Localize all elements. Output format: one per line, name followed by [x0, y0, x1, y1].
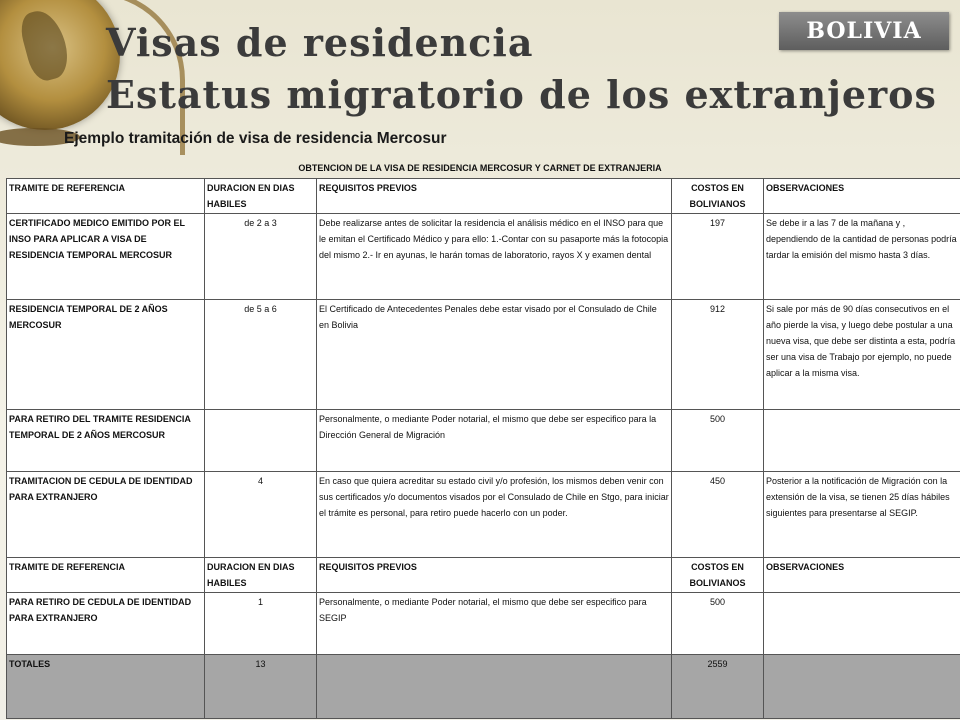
cell-requisitos: Personalmente, o mediante Poder notarial, el mismo que debe ser especifico para la Dirección General de Migración [317, 410, 672, 472]
header-observaciones: OBSERVACIONES [764, 179, 960, 214]
header-tramite: TRAMITE DE REFERENCIA [7, 179, 205, 214]
totals-duracion: 13 [205, 655, 317, 719]
header-requisitos: REQUISITOS PREVIOS [317, 558, 672, 593]
header-observaciones: OBSERVACIONES [764, 558, 960, 593]
cell-costo: 500 [672, 410, 764, 472]
totals-observaciones [764, 655, 960, 719]
cell-requisitos: Debe realizarse antes de solicitar la residencia el análisis médico en el INSO para que le emitan el Certificado Médico y para ello: 1.-Contar con su pasaporte más la fotocopia del mismo 2.- Ir en ayunas, le harán tomas de laboratorio, rayos X y examen dental [317, 214, 672, 300]
cell-requisitos: Personalmente, o mediante Poder notarial, el mismo que debe ser especifico para SEGIP [317, 593, 672, 655]
header-requisitos: REQUISITOS PREVIOS [317, 179, 672, 214]
cell-costo: 912 [672, 300, 764, 410]
header-tramite: TRAMITE DE REFERENCIA [7, 558, 205, 593]
slide-subtitle: Ejemplo tramitación de visa de residencia Mercosur [64, 130, 447, 147]
table-header-row-repeat [7, 558, 960, 593]
cell-requisitos: El Certificado de Antecedentes Penales debe estar visado por el Consulado de Chile en Bolivia [317, 300, 672, 410]
totals-requisitos [317, 655, 672, 719]
header-costo: COSTOS EN BOLIVIANOS [672, 558, 764, 593]
slide-title-line2: Estatus migratorio de los extranjeros [106, 72, 937, 117]
header-duracion: DURACION EN DIAS HABILES [205, 558, 317, 593]
table-caption: OBTENCION DE LA VISA DE RESIDENCIA MERCOSUR Y CARNET DE EXTRANJERIA [298, 163, 662, 173]
cell-tramite: TRAMITACION DE CEDULA DE IDENTIDAD PARA EXTRANJERO [7, 472, 205, 558]
cell-duracion [205, 410, 317, 472]
cell-tramite: CERTIFICADO MEDICO EMITIDO POR EL INSO PARA APLICAR A VISA DE RESIDENCIA TEMPORAL MERCOSUR [7, 214, 205, 300]
cell-observaciones: Posterior a la notificación de Migración con la extensión de la visa, se tienen 25 días hábiles siguientes para presentarse al SEGIP. [764, 472, 960, 558]
header-duracion: DURACION EN DIAS HABILES [205, 179, 317, 214]
slide-title-line1: Visas de residencia [106, 20, 534, 65]
cell-costo: 450 [672, 472, 764, 558]
cell-duracion: de 5 a 6 [205, 300, 317, 410]
table-row [7, 472, 960, 558]
header-costo: COSTOS EN BOLIVIANOS [672, 179, 764, 214]
cell-duracion: de 2 a 3 [205, 214, 317, 300]
cell-tramite: RESIDENCIA TEMPORAL DE 2 AÑOS MERCOSUR [7, 300, 205, 410]
procedures-table [6, 178, 960, 719]
country-badge: BOLIVIA [779, 12, 949, 50]
table-header-row [7, 179, 960, 214]
cell-costo: 500 [672, 593, 764, 655]
cell-requisitos: En caso que quiera acreditar su estado civil y/o profesión, los mismos deben venir con sus certificados y/o documentos visados por el Consulado de Chile en Stgo, para iniciar el trámite es personal, para retiro puede hacerlo con un poder. [317, 472, 672, 558]
table-row [7, 593, 960, 655]
cell-observaciones [764, 410, 960, 472]
cell-observaciones: Si sale por más de 90 días consecutivos en el año pierde la visa, y luego debe postular a una nueva visa, que debe ser distinta a esta, podría ser una visa de Trabajo por ejemplo, no puede aplicar a la misma visa. [764, 300, 960, 410]
cell-costo: 197 [672, 214, 764, 300]
cell-duracion: 4 [205, 472, 317, 558]
cell-duracion: 1 [205, 593, 317, 655]
cell-tramite: PARA RETIRO DEL TRAMITE RESIDENCIA TEMPORAL DE 2 AÑOS MERCOSUR [7, 410, 205, 472]
cell-observaciones [764, 593, 960, 655]
table-row [7, 214, 960, 300]
cell-observaciones: Se debe ir a las 7 de la mañana y , dependiendo de la cantidad de personas podría tardar la emisión del mismo hasta 3 días. [764, 214, 960, 300]
totals-row [7, 655, 960, 719]
table-row [7, 410, 960, 472]
totals-label: TOTALES [7, 655, 205, 719]
cell-tramite: PARA RETIRO DE CEDULA DE IDENTIDAD PARA EXTRANJERO [7, 593, 205, 655]
totals-costo: 2559 [672, 655, 764, 719]
table-row [7, 300, 960, 410]
